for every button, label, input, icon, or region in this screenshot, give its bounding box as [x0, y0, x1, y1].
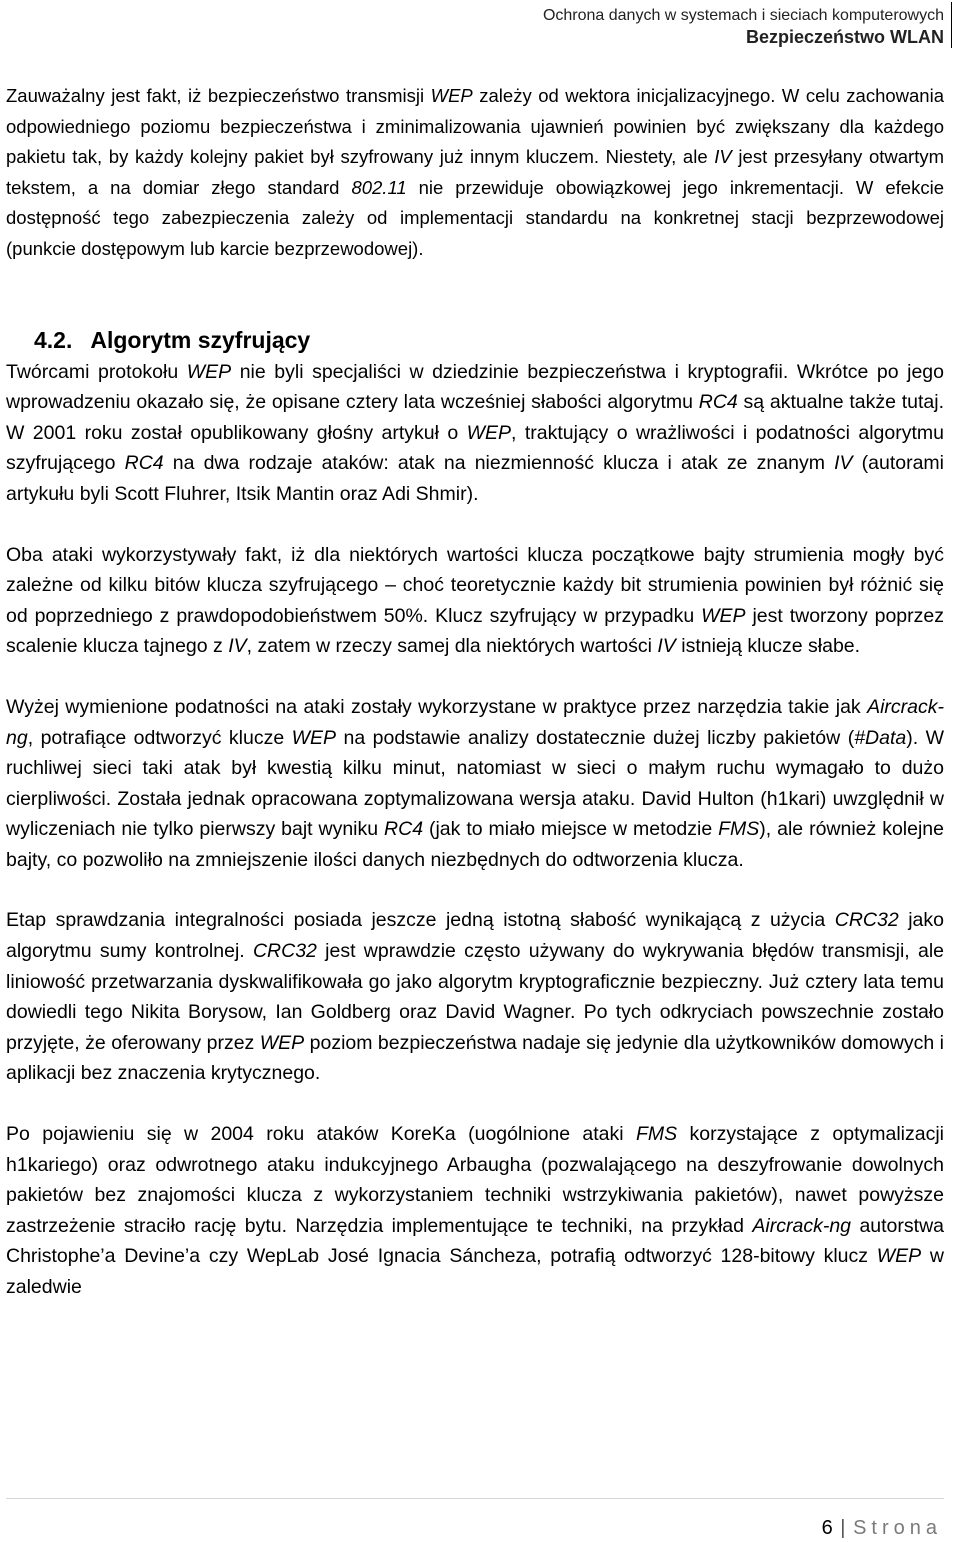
italic-term: Aircrack-ng	[752, 1214, 852, 1237]
italic-term: Aircrack-ng	[6, 695, 944, 749]
page-footer	[822, 1516, 942, 1540]
text-run: (autorami artykułu byli Scott Fluhrer, Itsik Mantin oraz Adi Shmir).	[6, 452, 945, 505]
text-run: jest tworzony poprzez scalenie klucza tajnego z	[6, 604, 944, 658]
italic-term: WEP	[430, 85, 473, 106]
italic-term: WEP	[291, 726, 337, 749]
text-run: , potrafiące odtworzyć klucze	[27, 726, 292, 749]
header-rule	[951, 2, 952, 48]
paragraph	[6, 1119, 944, 1303]
text-run: Wyżej wymienione podatności na ataki zostały wykorzystane w praktyce przez narzędzia takie jak	[6, 695, 868, 718]
text-run: istnieją klucze słabe.	[675, 635, 861, 658]
italic-term: IV	[834, 452, 853, 475]
italic-term: IV	[228, 635, 247, 658]
text-run: Etap sprawdzania integralności posiada jeszcze jedną istotną słabość wynikającą z użycia	[6, 909, 835, 932]
footer-rule	[6, 1498, 944, 1499]
section-number: 4.2.	[34, 326, 73, 353]
text-run: nie byli specjaliści w dziedzinie bezpieczeństwa i kryptografii. Wkrótce po jego wprowadzeniu okazało się, że opisane cztery lata wcześniej słabości algorytmu	[6, 360, 944, 414]
text-run: Twórcami protokołu	[6, 360, 187, 383]
text-run: zależy od wektora inicjalizacyjnego. W celu zachowania odpowiedniego poziomu bezpieczeństwa i zminimalizowania ujawnień powinien być zwiększany dla każdego pakietu tak, by każdy kolejny pakiet był szyfrowany już innym kluczem. Niestety, ale	[6, 85, 944, 168]
text-run: Po pojawieniu się w 2004 roku ataków KoreKa (uogólnione ataki	[6, 1123, 636, 1146]
italic-term: WEP	[701, 604, 746, 627]
page-body	[6, 81, 944, 1303]
header-subtitle: Ochrona danych w systemach i sieciach komputerowych	[542, 7, 944, 24]
text-run: na dwa rodzaje ataków: atak na niezmienność klucza i atak ze znanym	[163, 452, 835, 475]
section-title: Algorytm szyfrujący	[90, 326, 311, 353]
text-run: poziom bezpieczeństwa nadaje się jedynie dla użytkowników domowych i aplikacji bez znaczenia krytycznego.	[6, 1031, 944, 1085]
footer-separator: |	[840, 1517, 847, 1539]
text-run: jako algorytmu sumy kontrolnej.	[6, 909, 944, 963]
text-run: ). W ruchliwej sieci taki atak był kwestią kilku minut, natomiast w sieci o małym ruchu wymagało to dużo cierpliwości. Została jednak opracowana zoptymalizowana wersja ataku. David Hulton (h1kari) uwzględnił w wyliczeniach nie tylko pierwszy bajt wyniku	[6, 726, 945, 841]
paragraph	[6, 692, 944, 876]
paragraph	[6, 357, 944, 510]
text-run: ), ale również kolejne bajty, co pozwoliło na zmniejszenie ilości danych niezbędnych do odtworzenia klucza.	[6, 818, 944, 871]
italic-term: FMS	[635, 1123, 678, 1146]
italic-term: CRC32	[252, 940, 317, 963]
italic-term: CRC32	[834, 909, 899, 932]
text-run: Oba ataki wykorzystywały fakt, iż dla niektórych wartości klucza początkowe bajty strumienia mogły być zależne od kilku bitów klucza szyfrującego – choć teoretycznie każdy bit strumienia powinien był różnić się od poprzedniego z prawdopodobieństwem 50%. Klucz szyfrujący w przypadku	[6, 543, 944, 627]
italic-term: 802.11	[351, 176, 407, 198]
header-title: Bezpieczeństwo WLAN	[745, 27, 944, 47]
text-run: Zauważalny jest fakt, iż bezpieczeństwo transmisji	[6, 85, 431, 106]
italic-term: IV	[714, 146, 732, 168]
paragraph	[6, 540, 944, 662]
text-run: autorstwa Christophe’a Devine’a czy WepLab José Ignacia Sáncheza, potrafią odtworzyć 128-bitowy klucz	[6, 1214, 944, 1268]
text-run: nie przewiduje obowiązkowej jego inkrementacji. W efekcie dostępność tego zabezpieczenia zależy od implementacji standardu na konkretnej stacji bezprzewodowej (punkcie dostępowym lub karcie bezprzewodowej).	[6, 176, 944, 259]
italic-term: WEP	[186, 360, 232, 383]
italic-term: WEP	[259, 1031, 305, 1054]
text-run: (jak to miało miejsce w metodzie	[423, 818, 719, 841]
page-number: 6	[821, 1517, 834, 1539]
italic-term: RC4	[384, 818, 424, 841]
italic-term: RC4	[698, 391, 738, 414]
italic-term: WEP	[466, 421, 512, 444]
text-run: , zatem w rzeczy samej dla niektórych wartości	[246, 635, 658, 658]
text-run: jest wprawdzie często używany do wykrywania błędów transmisji, ale liniowość przetwarzania dyskwalifikowała go jako algorytm kryptograficznie bezpieczny. Już cztery lata temu dowiedli tego Nikita Borysow, Ian Goldberg oraz David Wagner. Po tych odkryciach powszechnie zostało przyjęte, że oferowany przez	[6, 940, 944, 1054]
text-run: są aktualne także tutaj. W 2001 roku został opublikowany głośny artykuł o	[6, 391, 945, 444]
italic-term: RC4	[124, 452, 164, 475]
italic-term: IV	[657, 635, 676, 658]
paragraph	[6, 81, 944, 265]
section-heading	[6, 323, 944, 357]
paragraph	[6, 905, 944, 1089]
italic-term: WEP	[876, 1245, 922, 1268]
italic-term: #Data	[854, 726, 907, 749]
running-header	[543, 6, 944, 48]
text-run: jest przesyłany otwartym tekstem, a na domiar złego standard	[6, 146, 944, 198]
text-run: , traktujący o wrażliwości i podatności algorytmu szyfrującego	[6, 421, 944, 475]
text-run: na podstawie analizy dostatecznie dużej liczby pakietów (	[336, 726, 855, 749]
text-run: korzystające z optymalizacji h1kariego) oraz odwrotnego ataku indukcyjnego Arbaugha (pozwalającego na deszyfrowanie dowolnych pakietów bez znajomości klucza z wykorzystaniem techniki wstrzykiwania pakietów), nawet powyższe zastrzeżenie straciło rację bytu. Narzędzia implementujące te techniki, na przykład	[6, 1123, 944, 1237]
italic-term: FMS	[718, 818, 760, 841]
text-run: w zaledwie	[6, 1245, 945, 1298]
footer-label: Strona	[853, 1517, 942, 1539]
